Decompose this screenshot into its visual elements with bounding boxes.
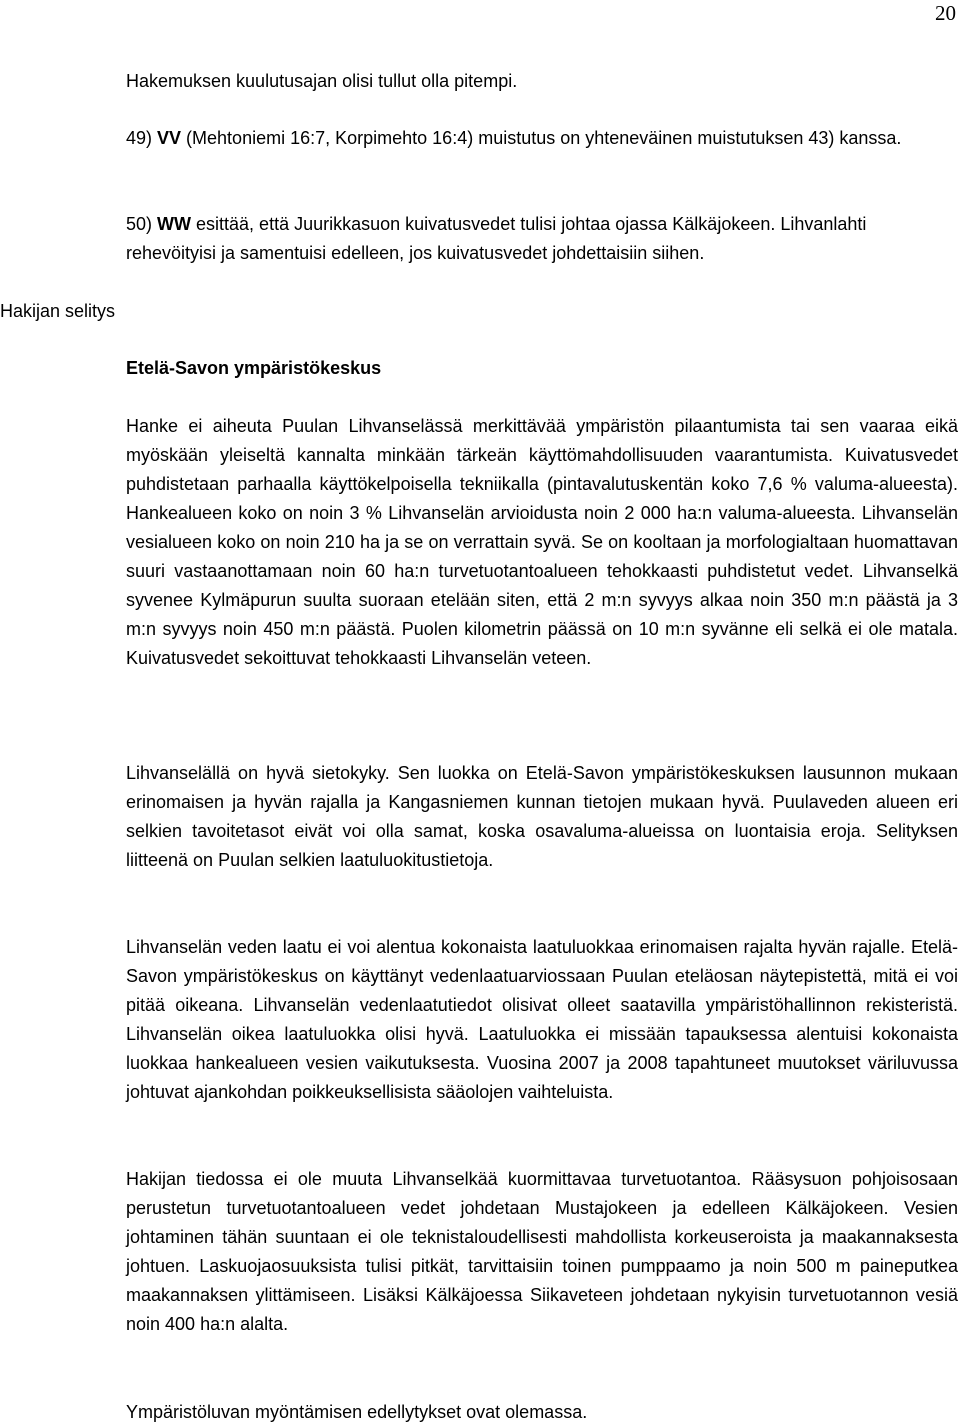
paragraph-1 (126, 412, 958, 673)
objector-code: WW (157, 214, 192, 234)
objection-number: 49) (126, 128, 158, 148)
objection-text: (Mehtoniemi 16:7, Korpimehto 16:4) muistutus on yhteneväinen muistutuksen 43) kanssa. (181, 128, 902, 148)
objection-item-1 (126, 67, 958, 96)
paragraph-4 (126, 1165, 958, 1339)
paragraph-text: Hakijan tiedossa ei ole muuta Lihvanselkää kuormittavaa turvetuotantoa. Rääsysuon pohjoisosaan perustetun turvetuotantoalueen vedet johdetaan Mustajokeen ja edelleen Kälkäjokeen. Vesien johtaminen tähän suuntaan ei ole teknistaloudellisesti mahdollista korkeuseroista ja maakannaksesta johtuen. Laskuojaosuuksista tulisi pitkät, tarvittaisiin toinen pumppaamo ja noin 500 m paineputkea maakannaksen ylittämiseen. Lisäksi Kälkäjoessa Siikaveteen johdetaan nykyisin turvetuotannon vesiä noin 400 ha:n alalta. (126, 1169, 958, 1334)
paragraph-text: Hanke ei aiheuta Puulan Lihvanselässä merkittävää ympäristön pilaantumista tai sen vaaraa eikä myöskään yleiseltä kannalta minkään tärkeän käyttömahdollisuuden vaarantumista. Kuivatusvedet puhdistetaan parhaalla käyttökelpoisella tekniikalla (pintavalutuskentän koko 7,6 % valuma-alueesta). Hankealueen koko on noin 3 % Lihvanselän arvioidusta noin 2 000 ha:n valuma-alueesta. Lihvanselän vesialueen koko on noin 210 ha ja se on verrattain syvä. Se on kooltaan ja morfologialtaan huomattavan suuri vastaanottamaan noin 60 ha:n turvetuotantoalueen tehokkaasti puhdistetut vedet. Lihvanselkä syvenee Kylmäpurun suulta suoraan etelään siten, että 2 m:n syvyys alkaa noin 350 m:n päästä ja 3 m:n syvyys noin 450 m:n päästä. Puolen kilometrin päässä on 10 m:n syvänne eli selkä ei ole matala. Kuivatusvedet sekoittuvat tehokkaasti Lihvanselän veteen. (126, 416, 958, 668)
paragraph-2 (126, 759, 958, 875)
paragraph-3 (126, 933, 958, 1107)
paragraph-5 (126, 1398, 958, 1427)
paragraph-text: Ympäristöluvan myöntämisen edellytykset ovat olemassa. (126, 1402, 588, 1422)
objection-number: 50) (126, 214, 158, 234)
section-heading: Etelä-Savon ympäristökeskus (126, 358, 382, 378)
page-number: 20 (935, 1, 956, 25)
side-heading: Hakijan selitys (0, 301, 116, 321)
paragraph-text: Lihvanselän veden laatu ei voi alentua kokonaista laatuluokkaa erinomaisen rajalta hyvän rajalle. Etelä-Savon ympäristökeskus on käyttänyt vedenlaatuarviossaan Puulan eteläosan näytepistettä, mitä ei voi pitää oikeana. Lihvanselän vedenlaatutiedot olisivat olleet saatavilla ympäristöhallinnon rekisteristä. Lihvanselän oikea laatuluokka olisi hyvä. Laatuluokka ei missään tapauksessa alentuisi kokonaista luokkaa hankealueen vesien vaikutuksesta. Vuosina 2007 ja 2008 tapahtuneet muutokset väriluvussa johtuvat ajankohdan poikkeuksellisista sääolojen vaihteluista. (126, 937, 958, 1102)
objection-item-3 (126, 210, 958, 268)
objection-item-2 (126, 124, 958, 153)
objection-text: Hakemuksen kuulutusajan olisi tullut olla pitempi. (126, 71, 518, 91)
objection-text: esittää, että Juurikkasuon kuivatusvedet tulisi johtaa ojassa Kälkäjokeen. Lihvanlahti rehevöityisi ja samentuisi edelleen, jos kuivatusvedet johdettaisiin siihen. (126, 214, 867, 263)
paragraph-text: Lihvanselällä on hyvä sietokyky. Sen luokka on Etelä-Savon ympäristökeskuksen lausunnon mukaan erinomaisen ja hyvän rajalla ja Kangasniemen kunnan tietojen mukaan hyvä. Puulaveden alueen eri selkien tavoitetasot eivät voi olla samat, koska osavaluma-alueissa on luontaisia eroja. Selityksen liitteenä on Puulan selkien laatuluokitustietoja. (126, 763, 958, 870)
objector-code: VV (157, 128, 182, 148)
